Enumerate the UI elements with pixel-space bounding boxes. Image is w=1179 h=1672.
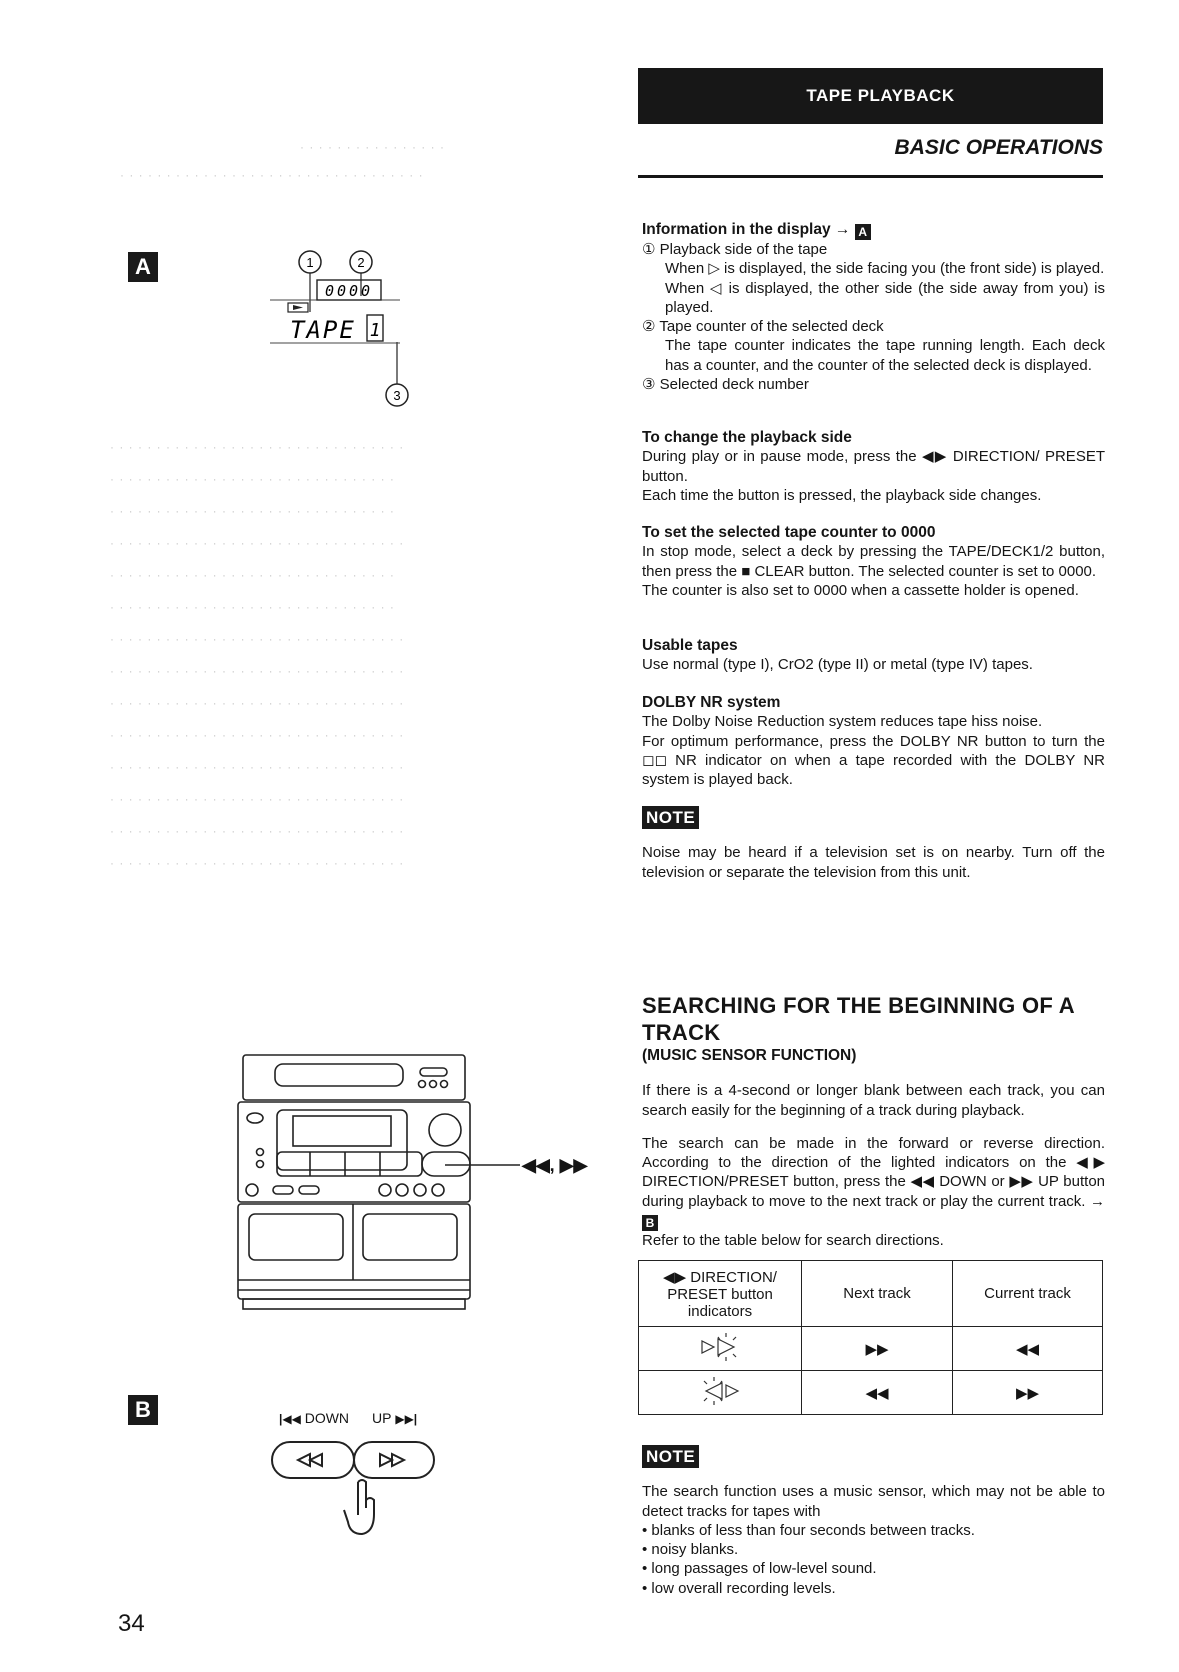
dolby-p1: The Dolby Noise Reduction system reduces tape hiss noise. (642, 713, 1043, 731)
table-header-row (639, 1261, 1103, 1327)
up-button-label (372, 1410, 417, 1426)
search-direction-table-wrap (638, 1260, 1103, 1415)
change-side-p1: During play or in pause mode, press the ◀▶ DIRECTION/ PRESET button. (642, 448, 1105, 485)
display-info-heading (642, 220, 1105, 240)
search-p2 (642, 1134, 1105, 1231)
down-up-buttons-illustration (270, 1430, 440, 1550)
table-header-indicators: ◀▶ DIRECTION/ PRESET button indicators (639, 1261, 802, 1327)
bleed-through-text: · · · · · · · · · · · · · · · · (300, 140, 445, 154)
search-subtitle: (MUSIC SENSOR FUNCTION) (642, 1047, 857, 1064)
set-counter-section (642, 523, 1105, 600)
info-item-1-title: ① Playback side of the tape (642, 241, 828, 258)
skip-back-icon: |◀◀ (279, 1412, 301, 1426)
row2-current: ▶▶ (953, 1371, 1103, 1415)
row1-next: ▶▶ (802, 1327, 953, 1371)
search-buttons-callout: ◀◀, ▶▶ (522, 1155, 588, 1175)
dolby-section (642, 693, 1105, 789)
deck-number: 1 (369, 320, 381, 341)
bleed-through-block: · · · · · · · · · · · · · · · · · · · · · · · · · · · · · · · · · · · · · · · · · · · · · · · · · · · · · · · · · · · · · · · · · · · · · · · · · · · · · · · · · · · · · · · · · · · · · · · · · · · · · · · · · · · · · · · · · · · · · · · · · · · · · · · · · · · · · · · · · · · · · · · · · · · · · · · · · · · · · · · · · · · · · · · · · · · · · · · · · · · · · · · · · · · · · · · · · · · · · · · · · · · · · · · · · · · · · · · · · · · · · · · · · · · · · · · · · · · · · · · · · · · · · · · · · · · · · · · · · · · · · · · · · · · · · · · · · · · · · · · · · · · · · · · · · · · · · · · · · · · · · · · · · · · · · · · · · · · · · · · · · · · · · · · · · · · · · · · · · · · · · · · · · · · · · · · · · · · · · · · · · · · · · · · · · · · · · · · · · · · · · · · · · · · · · · · · · · · · · · · · · · · · · · · · · · · · · · · · · · · · · · · · · · · · · · · · · · · · · · · · · · · · (110, 440, 405, 870)
info-item-1-line1: When ▷ is displayed, the side facing you (the front side) is played. (665, 260, 1105, 278)
down-button-label (279, 1410, 349, 1426)
usable-tapes-p1: Use normal (type I), CrO2 (type II) or metal (type IV) tapes. (642, 656, 1033, 674)
note-2-intro: The search function uses a music sensor, which may not be able to detect tracks for tapes with (642, 1483, 1105, 1520)
tape-counter-readout: 0000 (324, 282, 374, 300)
set-counter-p2: The counter is also set to 0000 when a cassette holder is opened. (642, 581, 1079, 599)
note-2-section (642, 1445, 1105, 1598)
row2-next: ◀◀ (802, 1371, 953, 1415)
tape-display-text: TAPE (290, 316, 356, 344)
info-item-2-title: ② Tape counter of the selected deck (642, 318, 884, 336)
header-rule (638, 175, 1103, 178)
search-title: SEARCHING FOR THE BEGINNING OF A TRACK (642, 993, 1075, 1045)
search-p2-text: The search can be made in the forward or reverse direction. According to the direction of the lighted indicators on the ◀▶ DIRECTION/PRESET button, press the ◀◀ DOWN or ▶▶ UP button during playback to move to the next track or play the current track. → (642, 1134, 1105, 1210)
info-item-1-line2: When ◁ is displayed, the other side (the side away from you) is played. (665, 279, 1105, 316)
skip-forward-icon: ▶▶| (395, 1412, 418, 1426)
section-title: TAPE PLAYBACK (806, 86, 955, 105)
note-badge: NOTE (642, 806, 699, 829)
change-side-p2: Each time the button is pressed, the playback side changes. (642, 486, 1042, 504)
table-row (639, 1327, 1103, 1371)
search-p3: Refer to the table below for search directions. (642, 1232, 944, 1250)
note-badge: NOTE (642, 1445, 699, 1468)
callout-3: 3 (393, 388, 401, 403)
usable-tapes-section (642, 636, 1105, 675)
forward-indicator-cell (639, 1327, 802, 1371)
table-row (639, 1371, 1103, 1415)
page-number: 34 (118, 1610, 145, 1637)
note-2-bullet: • noisy blanks. (642, 1541, 739, 1559)
row1-current: ◀◀ (953, 1327, 1103, 1371)
callout-2: 2 (357, 255, 365, 270)
reverse-indicator-cell (639, 1371, 802, 1415)
table-header-current: Current track (953, 1261, 1103, 1327)
display-info-section (642, 220, 1105, 394)
down-label-text: DOWN (304, 1410, 350, 1426)
figure-b-letter: B (135, 1397, 151, 1422)
table-header-next: Next track (802, 1261, 953, 1327)
callout-1: 1 (306, 255, 314, 270)
search-direction-table (638, 1260, 1103, 1415)
search-section (642, 992, 1105, 1250)
set-counter-heading: To set the selected tape counter to 0000 (642, 524, 936, 541)
up-label-text: UP (372, 1410, 392, 1426)
section-header-bar (638, 68, 1103, 124)
note-2-bullet: • long passages of low-level sound. (642, 1560, 877, 1578)
set-counter-p1: In stop mode, select a deck by pressing the TAPE/DECK1/2 button, then press the ■ CLEAR button. The selected counter is set to 0000. (642, 543, 1105, 580)
figure-a-letter: A (135, 254, 151, 279)
stereo-unit-illustration (235, 1050, 595, 1320)
section-subtitle: BASIC OPERATIONS (894, 136, 1103, 159)
change-side-heading: To change the playback side (642, 429, 852, 446)
figure-a-label (128, 252, 158, 282)
bleed-through-text: · · · · · · · · · · · · · · · · · · · · · · · · · · · · · · · · · (120, 168, 424, 182)
figure-b-label (128, 1395, 158, 1425)
info-item-2-line1: The tape counter indicates the tape running length. Each deck has a counter, and the counter of the selected deck is displayed. (665, 337, 1105, 374)
tape-display-diagram (270, 240, 440, 415)
usable-tapes-heading: Usable tapes (642, 637, 738, 654)
note-1-section (642, 806, 1105, 882)
figure-ref-a: A (855, 224, 871, 240)
reverse-indicator-lit-icon (690, 1373, 750, 1409)
note-1-text: Noise may be heard if a television set is on nearby. Turn off the television or separate the television from this unit. (642, 844, 1105, 881)
figure-ref-b: B (642, 1215, 658, 1231)
change-side-section (642, 428, 1105, 505)
search-p1: If there is a 4-second or longer blank between each track, you can search easily for the beginning of a track during playback. (642, 1082, 1105, 1119)
display-info-heading-text: Information in the display → (642, 221, 851, 238)
note-2-bullet: • low overall recording levels. (642, 1579, 836, 1597)
info-item-3-title: ③ Selected deck number (642, 376, 809, 394)
note-2-bullet: • blanks of less than four seconds between tracks. (642, 1521, 975, 1539)
dolby-heading: DOLBY NR system (642, 694, 781, 711)
dolby-p2: For optimum performance, press the DOLBY NR button to turn the ◻◻ NR indicator on when a tape recorded with the DOLBY NR system is played back. (642, 732, 1105, 789)
forward-indicator-lit-icon (690, 1329, 750, 1365)
